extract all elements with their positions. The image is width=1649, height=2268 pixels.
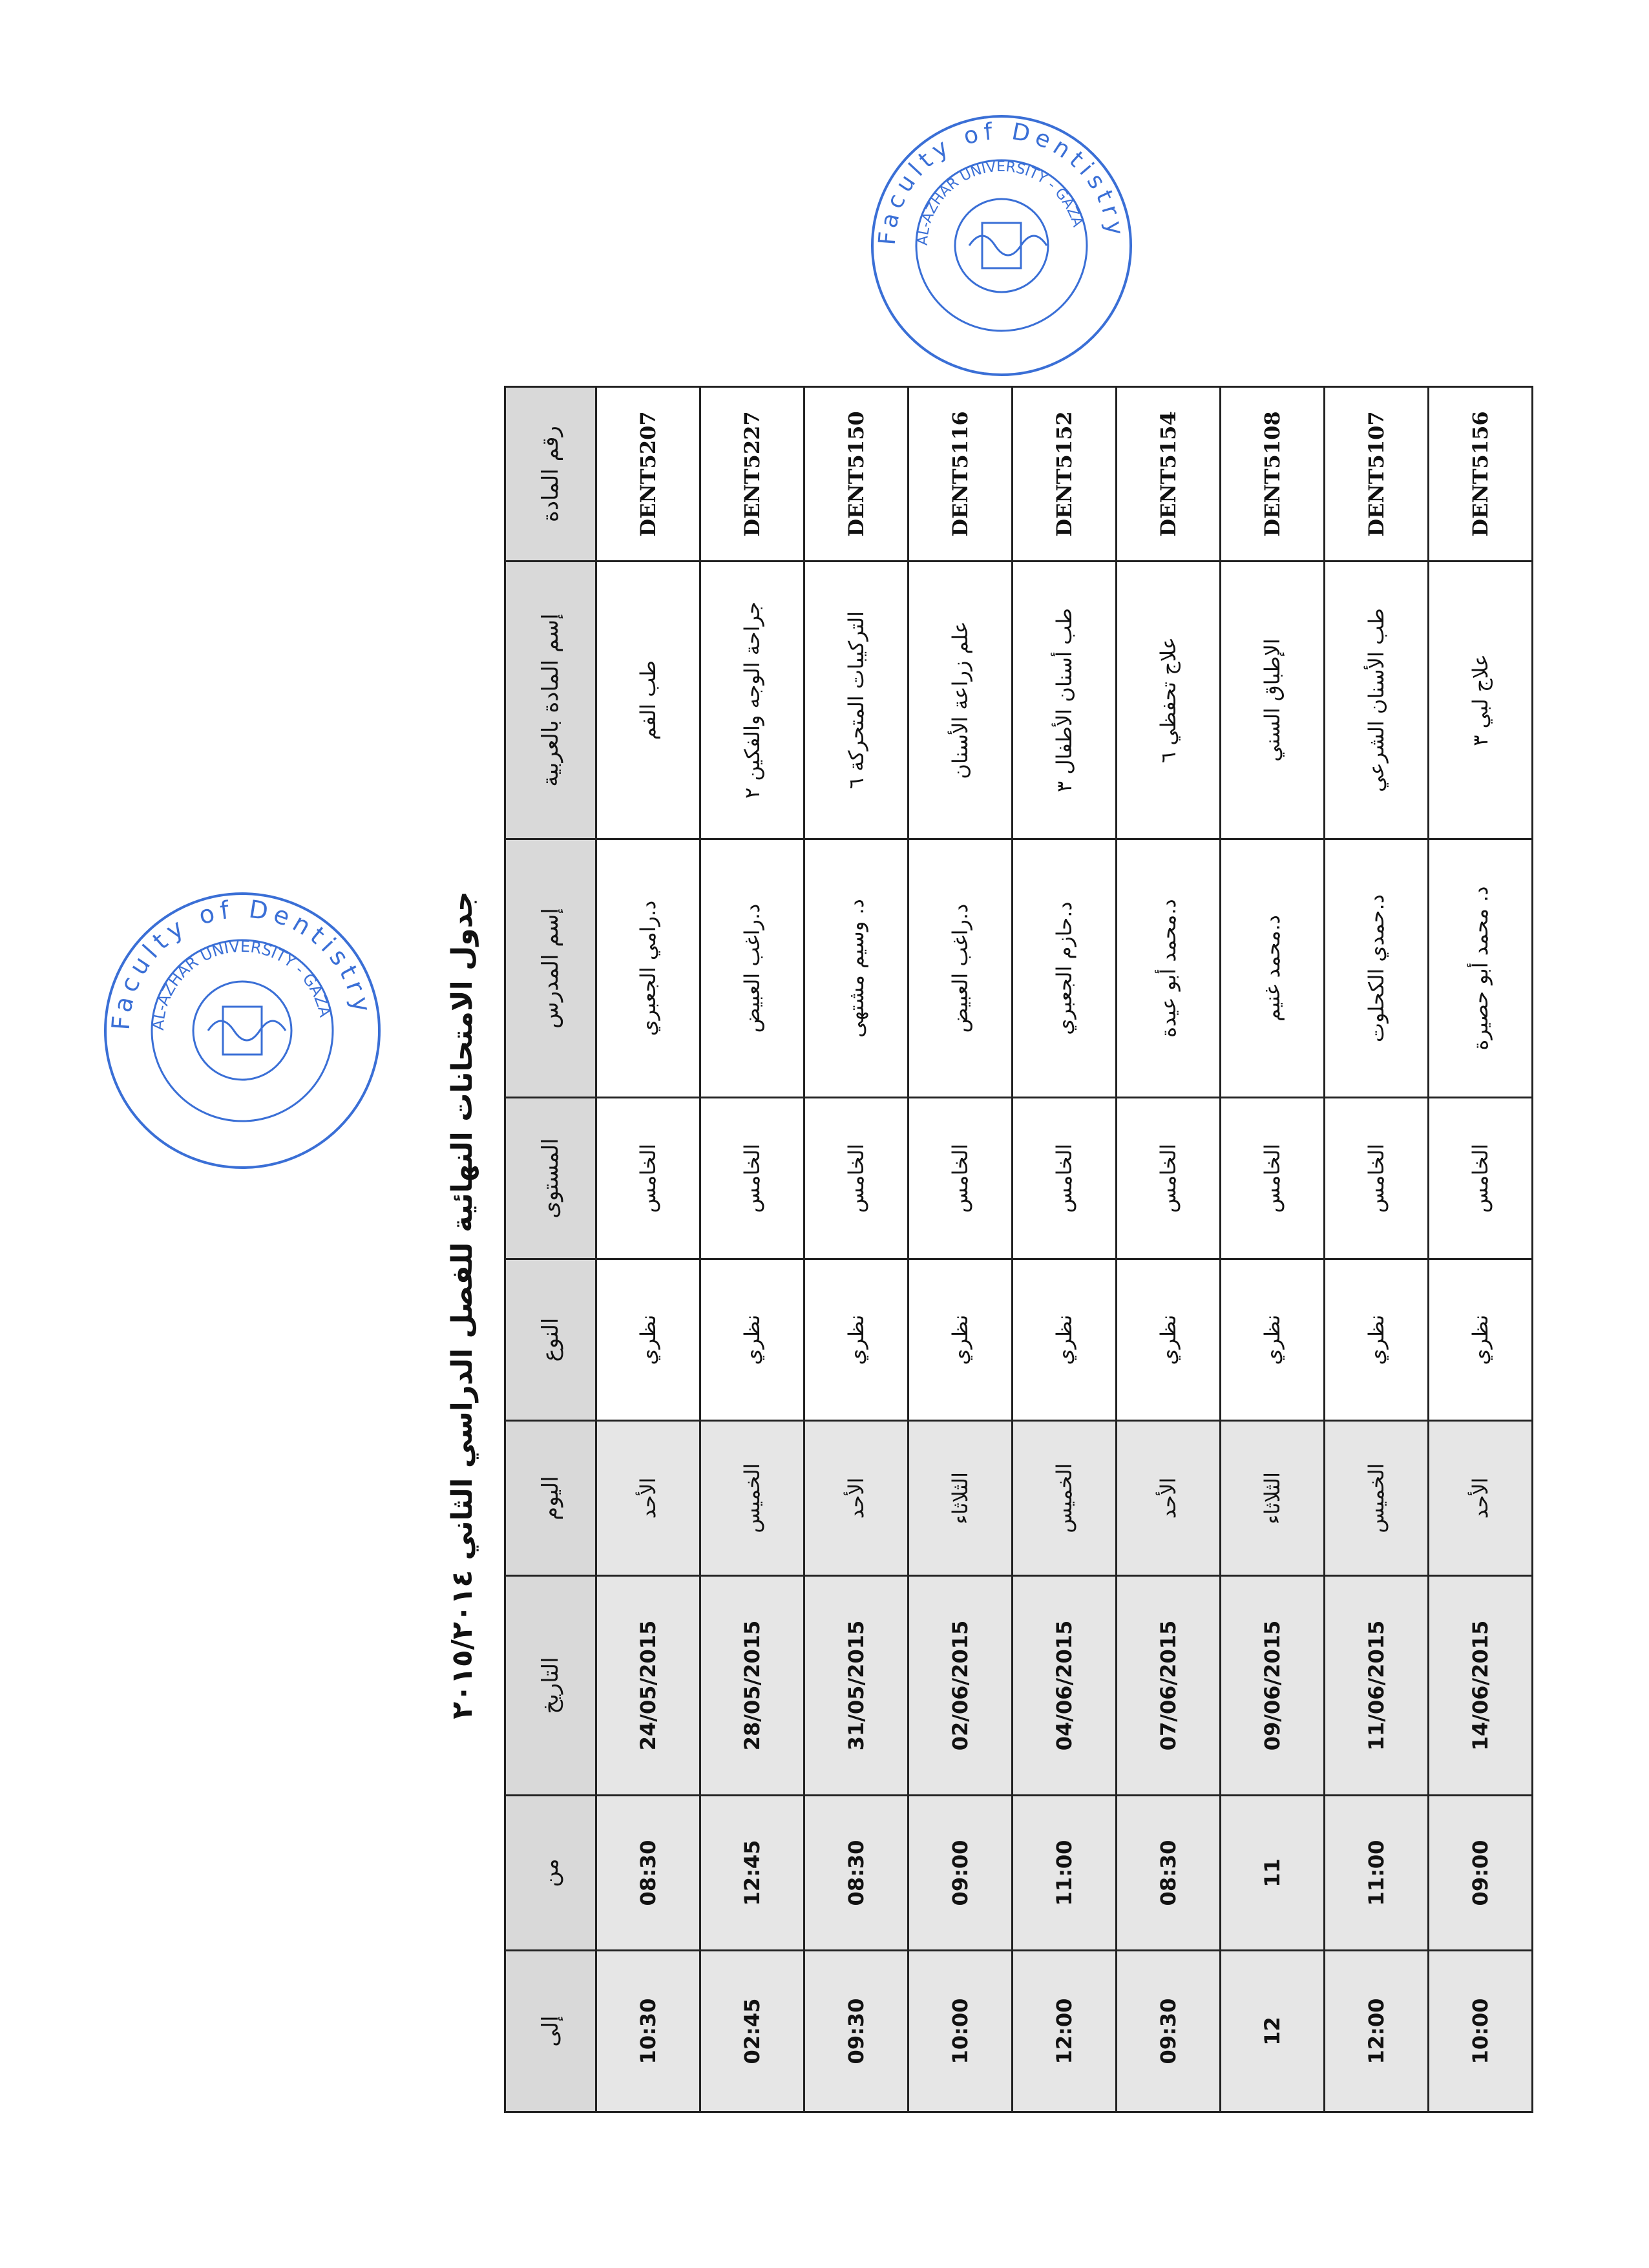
- table-row: [700, 387, 804, 2112]
- cell-to: 10:00: [1429, 1951, 1533, 2112]
- cell-date: 07/06/2015: [1117, 1576, 1221, 1796]
- table-row: [1429, 387, 1533, 2112]
- table-row: [804, 387, 909, 2112]
- cell-to: 12:00: [1013, 1951, 1117, 2112]
- cell-from: 08:30: [804, 1796, 909, 1951]
- cell-teacher: د.حمدي الكحلوت: [1325, 839, 1429, 1098]
- cell-day: الأحد: [804, 1421, 909, 1576]
- cell-teacher: د.رامي الجعبري: [596, 839, 700, 1098]
- cell-from: 08:30: [1117, 1796, 1221, 1951]
- cell-teacher: د.راغب العبيض: [909, 839, 1013, 1098]
- cell-from: 09:00: [1429, 1796, 1533, 1951]
- table-row: [596, 387, 700, 2112]
- cell-to: 10:30: [596, 1951, 700, 2112]
- cell-subject: علاج تحفظي ٦: [1117, 562, 1221, 839]
- cell-teacher: د.حازم الجعبري: [1013, 839, 1117, 1098]
- cell-to: 02:45: [700, 1951, 804, 2112]
- cell-level: الخامس: [596, 1098, 700, 1259]
- header-day: اليوم: [505, 1421, 596, 1576]
- cell-teacher: د. وسيم مشتهى: [804, 839, 909, 1098]
- header-level: المستوى: [505, 1098, 596, 1259]
- cell-code: DENT5108: [1221, 387, 1325, 562]
- faculty-stamp-small: [97, 885, 388, 1176]
- cell-from: 11:00: [1325, 1796, 1429, 1951]
- cell-teacher: د.محمد غنيم: [1221, 839, 1325, 1098]
- svg-text:Faculty of Dentistry: [107, 895, 377, 1031]
- svg-text:AL-AZHAR UNIVERSITY - GAZA: [915, 159, 1086, 246]
- cell-code: DENT5152: [1013, 387, 1117, 562]
- cell-day: الخميس: [1013, 1421, 1117, 1576]
- cell-type: نظري: [700, 1259, 804, 1421]
- cell-level: الخامس: [804, 1098, 909, 1259]
- header-from: من: [505, 1796, 596, 1951]
- cell-subject: طب أسنان الأطفال ٣: [1013, 562, 1117, 839]
- cell-subject: طب الأسنان الشرعي: [1325, 562, 1429, 839]
- cell-date: 31/05/2015: [804, 1576, 909, 1796]
- cell-date: 02/06/2015: [909, 1576, 1013, 1796]
- stamp-english-top: AL-AZHAR UNIVERSITY - GAZA: [149, 937, 335, 1031]
- stamp-english-bottom: Faculty of Dentistry: [874, 118, 1129, 246]
- cell-to: 12:00: [1325, 1951, 1429, 2112]
- cell-subject: علاج لبي ٣: [1429, 562, 1533, 839]
- cell-date: 28/05/2015: [700, 1576, 804, 1796]
- cell-from: 12:45: [700, 1796, 804, 1951]
- cell-type: نظري: [909, 1259, 1013, 1421]
- cell-type: نظري: [1325, 1259, 1429, 1421]
- cell-teacher: د. محمد أبو حصيرة: [1429, 839, 1533, 1098]
- cell-type: نظري: [596, 1259, 700, 1421]
- cell-type: نظري: [804, 1259, 909, 1421]
- cell-code: DENT5207: [596, 387, 700, 562]
- cell-day: الأحد: [1429, 1421, 1533, 1576]
- cell-type: نظري: [1117, 1259, 1221, 1421]
- exam-schedule-table: [504, 386, 1533, 2113]
- cell-level: الخامس: [1325, 1098, 1429, 1259]
- faculty-stamp-large: [866, 110, 1137, 381]
- cell-type: نظري: [1013, 1259, 1117, 1421]
- cell-type: نظري: [1221, 1259, 1325, 1421]
- header-teacher: إسم المدرس: [505, 839, 596, 1098]
- cell-code: DENT5116: [909, 387, 1013, 562]
- page-title: جدول الامتحانات النهائية للفصل الدراسي الثاني ٢٠١٥/٢٠١٤: [446, 891, 479, 1719]
- table-row: [909, 387, 1013, 2112]
- cell-from: 11:00: [1013, 1796, 1117, 1951]
- cell-level: الخامس: [1429, 1098, 1533, 1259]
- stamp-seal-icon: [866, 110, 1137, 381]
- table-row: [1325, 387, 1429, 2112]
- cell-day: الأحد: [1117, 1421, 1221, 1576]
- table-row: [1221, 387, 1325, 2112]
- table-row: [1013, 387, 1117, 2112]
- cell-subject: جراحة الوجه والفكين ٢: [700, 562, 804, 839]
- header-code: رقم المادة: [505, 387, 596, 562]
- cell-from: 08:30: [596, 1796, 700, 1951]
- header-row: [505, 387, 596, 2112]
- cell-from: 09:00: [909, 1796, 1013, 1951]
- cell-to: 10:00: [909, 1951, 1013, 2112]
- cell-to: 12: [1221, 1951, 1325, 2112]
- cell-teacher: د.راغب العبيض: [700, 839, 804, 1098]
- cell-day: الخميس: [700, 1421, 804, 1576]
- cell-level: الخامس: [1221, 1098, 1325, 1259]
- cell-date: 09/06/2015: [1221, 1576, 1325, 1796]
- cell-code: DENT5154: [1117, 387, 1221, 562]
- header-subject: إسم المادة بالعربية: [505, 562, 596, 839]
- svg-text:Faculty of Dentistry: [874, 118, 1129, 246]
- cell-code: DENT5156: [1429, 387, 1533, 562]
- stamp-english-bottom: Faculty of Dentistry: [106, 894, 377, 1031]
- cell-code: DENT5227: [700, 387, 804, 562]
- cell-day: الثلاثاء: [909, 1421, 1013, 1576]
- cell-date: 11/06/2015: [1325, 1576, 1429, 1796]
- cell-type: نظري: [1429, 1259, 1533, 1421]
- cell-date: 04/06/2015: [1013, 1576, 1117, 1796]
- cell-subject: طب الفم: [596, 562, 700, 839]
- cell-date: 14/06/2015: [1429, 1576, 1533, 1796]
- stamp-english-top: AL-AZHAR UNIVERSITY - GAZA: [914, 158, 1086, 246]
- cell-day: الثلاثاء: [1221, 1421, 1325, 1576]
- cell-level: الخامس: [1117, 1098, 1221, 1259]
- header-to: إلى: [505, 1951, 596, 2112]
- cell-level: الخامس: [1013, 1098, 1117, 1259]
- cell-code: DENT5107: [1325, 387, 1429, 562]
- cell-day: الخميس: [1325, 1421, 1429, 1576]
- cell-to: 09:30: [804, 1951, 909, 2112]
- table-row: [1117, 387, 1221, 2112]
- cell-date: 24/05/2015: [596, 1576, 700, 1796]
- cell-day: الأحد: [596, 1421, 700, 1576]
- cell-code: DENT5150: [804, 387, 909, 562]
- cell-level: الخامس: [700, 1098, 804, 1259]
- header-date: التاريخ: [505, 1576, 596, 1796]
- cell-subject: علم زراعة الأسنان: [909, 562, 1013, 839]
- svg-text:AL-AZHAR UNIVERSITY - GAZA: [149, 938, 335, 1031]
- cell-from: 11: [1221, 1796, 1325, 1951]
- cell-teacher: د.محمد أبو عيدة: [1117, 839, 1221, 1098]
- cell-subject: الإطباق السني: [1221, 562, 1325, 839]
- cell-subject: التركيبات المتحركة ٦: [804, 562, 909, 839]
- header-type: النوع: [505, 1259, 596, 1421]
- cell-level: الخامس: [909, 1098, 1013, 1259]
- stamp-seal-icon: [97, 885, 388, 1176]
- rotated-page: [420, 411, 1493, 2132]
- cell-to: 09:30: [1117, 1951, 1221, 2112]
